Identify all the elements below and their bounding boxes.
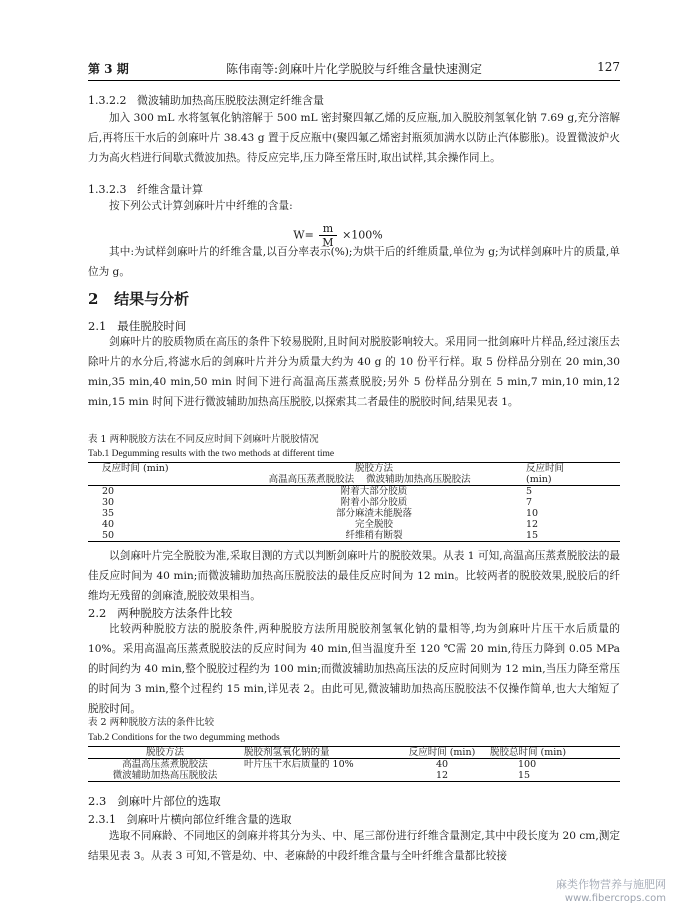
formula-explanation: 其中:为试样剑麻叶片的纤维含量,以百分率表示(%);为烘干后的纤维质量,单位为 g;为试样剑麻叶片的质量,单位为 g。 <box>88 246 620 278</box>
site-watermark <box>556 878 666 906</box>
cell-result: 纤维稍有断裂 <box>224 530 524 542</box>
col-header-method: 脱胶方法 <box>224 463 524 475</box>
cell-time-right: 12 <box>526 519 539 530</box>
cell-time: 50 <box>88 530 224 542</box>
section-2-1-text: 剑麻叶片的胶质物质在高压的条件下较易脱附,且时间对脱胶影响较大。采用同一批剑麻叶片样品,经过滚压去除叶片的水分后,将滤水后的剑麻叶片并分为质量大约为 40 g 的 10 份平行样。取 5 份样品分别在 20 min,30 min,35 min,40 min,50 min 时间下进行高温高压蒸煮脱胶;另外 5 份样品分别在 5 min,7 min,10 min,12 min,15 min 时间下进行微波辅助加热高压脱胶,以探索其二者最佳的脱胶时间,结果见表 1。 <box>88 336 620 408</box>
section-title: 剑麻叶片横向部位纤维含量的选取 <box>126 813 292 826</box>
section-number: 1.3.2.2 <box>88 94 127 107</box>
table-header-row <box>88 747 620 759</box>
section-2-heading <box>88 288 189 309</box>
table-header-row <box>88 463 620 475</box>
table-1-discussion: 以剑麻叶片完全脱胶为准,采取目测的方式以判断剑麻叶片的脱胶效果。从表 1 可知,高温高压蒸煮脱胶法的最佳反应时间为 40 min;而微波辅助加热高压脱胶法的最佳反应时间为 12 min。比较两者的脱胶效果,脱胶后的纤维均无残留的剑麻渣,脱胶效果相当。 <box>88 550 620 602</box>
col-unit-right: (min) <box>524 474 620 486</box>
cell-total: 15 <box>488 770 620 782</box>
cell-time-right: 15 <box>524 530 620 542</box>
table-row <box>88 486 620 498</box>
section-title: 结果与分析 <box>114 290 190 308</box>
cell-amount: 叶片压干水后质量的 10% <box>244 759 354 770</box>
col-header-amount: 脱胶剂氢氧化钠的量 <box>242 747 396 759</box>
col-header-time: 反应时间 (min) <box>396 747 488 759</box>
cell-total: 100 <box>518 759 537 770</box>
section-2-2-text: 比较两种脱胶方法的脱胶条件,两种脱胶方法所用脱胶剂氢氧化钠的量相等,均为剑麻叶片压干水后质量的 10%。采用高温高压蒸煮脱胶法的反应时间为 40 min,但当温度升至 120 ℃需 20 min,待压力降到 0.05 MPa 的时间约为 40 min,整个脱胶过程约为 100 min;而微波辅助加热高压法的反应时间则为 12 min,当压力降至常压的时间为 3 min,整个过程约 15 min,详见表 2。由此可见,微波辅助加热高压脱胶法不仅操作简单,也大大缩短了脱胶时间。 <box>88 623 620 715</box>
col-header-method: 脱胶方法 <box>88 747 242 759</box>
col-header-total: 脱胶总时间 (min) <box>488 747 620 759</box>
cell-time-right: 7 <box>526 497 533 508</box>
cell-time: 35 <box>102 508 115 519</box>
cell-result: 附着大部分胶质 <box>340 486 408 497</box>
section-title: 两种脱胶方法条件比较 <box>117 606 233 620</box>
formula-lhs: W= <box>293 228 314 242</box>
section-title: 纤维含量计算 <box>136 183 203 196</box>
table-row <box>88 759 620 771</box>
cell-time: 12 <box>396 770 488 782</box>
watermark-url: www.fibercrops.com <box>564 893 666 904</box>
section-number: 2.2 <box>88 606 107 620</box>
formula-denominator: M <box>322 236 334 249</box>
table-2-caption-en: Tab.2 Conditions for the two degumming methods <box>88 733 280 743</box>
table-2-caption-cn: 表 2 两种脱胶方法的条件比较 <box>88 717 215 728</box>
cell-time: 40 <box>102 519 115 530</box>
section-title: 微波辅助加热高压脱胶法测定纤维含量 <box>136 94 324 107</box>
running-title: 陈伟南等:剑麻叶片化学脱胶与纤维含量快速测定 <box>225 62 483 76</box>
cell-method: 高温高压蒸煮脱胶法 <box>122 759 208 770</box>
col-header-time-right: 反应时间 <box>524 463 620 475</box>
empty-cell <box>88 474 224 486</box>
table-row <box>88 508 620 519</box>
formula-numerator: m <box>319 222 336 236</box>
formula-intro: 按下列公式计算剑麻叶片中纤维的含量: <box>109 200 293 212</box>
cell-result: 部分麻渣未能脱落 <box>335 508 412 519</box>
table-2 <box>88 746 620 782</box>
table-1-caption-en: Tab.1 Degumming results with the two methods at different time <box>88 449 335 459</box>
table-row <box>88 530 620 542</box>
table-row <box>88 770 620 782</box>
section-2-3-1-text: 选取不同麻龄、不同地区的剑麻并将其分为头、中、尾三部份进行纤维含量测定,其中中段长度为 20 cm,测定结果见表 3。从表 3 可知,不管是幼、中、老麻龄的中段纤维含量与全叶纤维含量都比较接 <box>88 830 620 862</box>
table-row <box>88 497 620 508</box>
table-1-caption-cn: 表 1 两种脱胶方法在不同反应时间下剑麻叶片脱胶情况 <box>88 434 319 445</box>
cell-result: 附着小部分胶质 <box>340 497 408 508</box>
cell-method: 微波辅助加热高压脱胶法 <box>88 770 242 782</box>
cell-time-right: 10 <box>526 508 539 519</box>
cell-result: 完全脱胶 <box>354 519 393 530</box>
section-number: 2.3 <box>88 794 107 808</box>
section-1-3-2-2-text: 加入 300 mL 水将氢氧化钠溶解于 500 mL 密封聚四氟乙烯的反应瓶,加入脱胶剂氢氧化钠 7.69 g,充分溶解后,再将压干水后的剑麻叶片 38.43 g 置于反应瓶中(聚四氟乙烯密封瓶须加满水以防止汽体膨胀)。设置微波炉火力为高火档进行间歇式微波加热。待反应完毕,压力降至常压时,取出试样,其余操作同上。 <box>88 112 620 164</box>
cell-amount <box>242 770 396 782</box>
cell-time: 40 <box>435 759 449 770</box>
section-2-3-heading <box>88 793 221 809</box>
issue-label: 第 3 期 <box>88 62 129 76</box>
col-header-time: 反应时间 (min) <box>88 463 224 475</box>
cell-time: 20 <box>102 486 115 497</box>
section-title: 剑麻叶片部位的选取 <box>117 794 221 808</box>
cell-time-right: 5 <box>526 486 533 497</box>
watermark-title: 麻类作物营养与施肥网 <box>556 878 666 891</box>
formula-rhs: ×100% <box>342 228 383 242</box>
section-number: 2.1 <box>88 319 107 333</box>
page-number: 127 <box>597 60 620 74</box>
section-number: 1.3.2.3 <box>88 183 127 196</box>
section-number: 2.3.1 <box>88 813 116 826</box>
table-row <box>88 519 620 530</box>
running-header <box>88 58 620 81</box>
table-subheader-row <box>88 474 620 486</box>
col-subheader-steam: 高温高压蒸煮脱胶法 <box>224 474 360 486</box>
table-1 <box>88 462 620 542</box>
section-number: 2 <box>88 290 99 308</box>
section-1-3-2-2-heading <box>88 92 620 109</box>
section-title: 最佳脱胶时间 <box>117 319 187 333</box>
cell-time: 30 <box>102 497 115 508</box>
col-subheader-microwave: 微波辅助加热高压脱胶法 <box>360 474 524 486</box>
